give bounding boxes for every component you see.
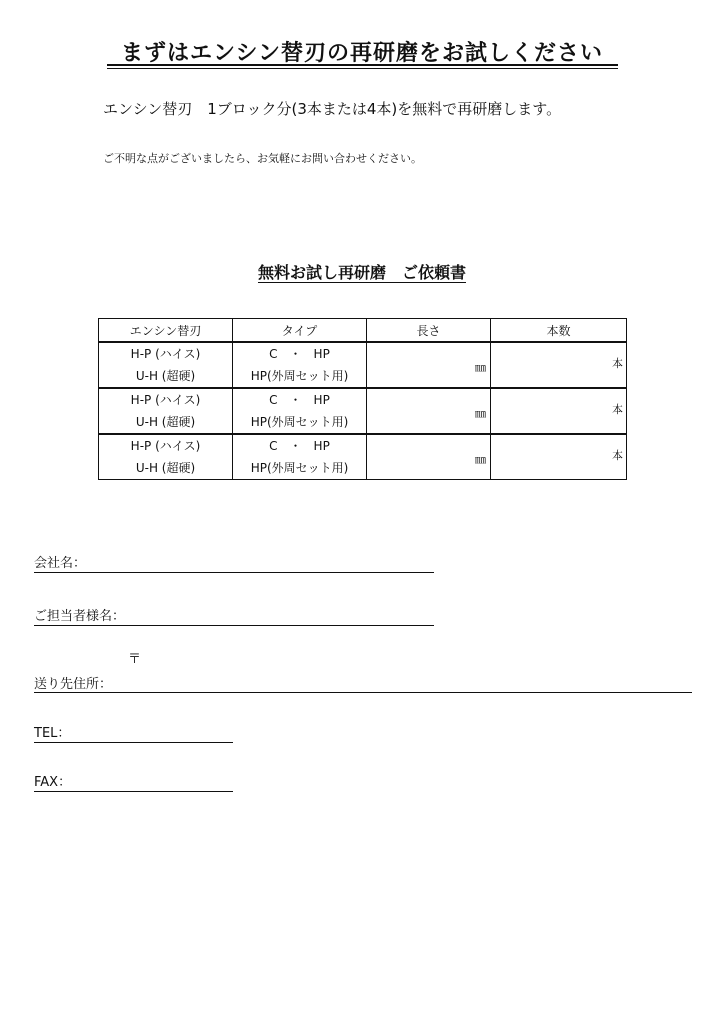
blade-option-carbide[interactable]: U-H (超硬)	[135, 415, 196, 429]
table-header-row	[99, 319, 627, 343]
table-row	[99, 342, 627, 388]
request-table	[98, 318, 627, 480]
fax-label: FAX：	[34, 775, 72, 790]
blade-cell	[99, 388, 233, 434]
count-unit: 本	[612, 403, 623, 416]
header-blade: エンシン替刃	[99, 319, 233, 343]
table-row	[99, 434, 627, 480]
type-option-hp-outer[interactable]: HP(外周セット用)	[250, 369, 349, 383]
header-type: タイプ	[233, 319, 367, 343]
blade-cell	[99, 434, 233, 480]
count-input-cell[interactable]	[491, 342, 627, 388]
length-input-cell[interactable]	[367, 388, 491, 434]
blade-option-hss[interactable]: H-P (ハイス)	[130, 439, 201, 453]
table-row	[99, 388, 627, 434]
blade-option-hss[interactable]: H-P (ハイス)	[130, 393, 201, 407]
address-label: 送り先住所：	[34, 677, 113, 692]
type-cell	[233, 388, 367, 434]
intro-text: エンシン替刃 1ブロック分(3本または4本)を無料で再研磨します。	[103, 100, 562, 118]
length-unit: ㎜	[475, 361, 486, 374]
type-cell	[233, 342, 367, 388]
form-title: 無料お試し再研磨 ご依頼書	[257, 263, 466, 282]
tel-label: TEL：	[34, 726, 71, 741]
blade-option-carbide[interactable]: U-H (超硬)	[135, 369, 196, 383]
header-count: 本数	[491, 319, 627, 343]
type-option-c-hp[interactable]: C ・ HP	[269, 347, 330, 361]
length-unit: ㎜	[475, 407, 486, 420]
contact-label: ご担当者様名：	[34, 609, 126, 624]
type-option-hp-outer[interactable]: HP(外周セット用)	[250, 415, 349, 429]
note-text: ご不明な点がございましたら、お気軽にお問い合わせください。	[103, 152, 422, 165]
count-unit: 本	[612, 449, 623, 462]
fax-field-line[interactable]	[34, 791, 233, 792]
title-underline	[107, 64, 618, 66]
postal-mark: 〒	[128, 652, 142, 667]
blade-cell	[99, 342, 233, 388]
type-option-hp-outer[interactable]: HP(外周セット用)	[250, 461, 349, 475]
type-option-c-hp[interactable]: C ・ HP	[269, 439, 330, 453]
company-field-line[interactable]	[34, 572, 434, 573]
company-label: 会社名：	[34, 556, 87, 571]
contact-field-line[interactable]	[34, 625, 434, 626]
count-input-cell[interactable]	[491, 388, 627, 434]
length-unit: ㎜	[475, 453, 486, 466]
count-unit: 本	[612, 357, 623, 370]
title-underline-thin	[107, 68, 618, 69]
page-title: まずはエンシン替刃の再研磨をお試しください	[121, 41, 603, 66]
length-input-cell[interactable]	[367, 342, 491, 388]
address-field-line[interactable]	[34, 692, 692, 693]
blade-option-carbide[interactable]: U-H (超硬)	[135, 461, 196, 475]
length-input-cell[interactable]	[367, 434, 491, 480]
blade-option-hss[interactable]: H-P (ハイス)	[130, 347, 201, 361]
type-cell	[233, 434, 367, 480]
tel-field-line[interactable]	[34, 742, 233, 743]
count-input-cell[interactable]	[491, 434, 627, 480]
header-length: 長さ	[367, 319, 491, 343]
type-option-c-hp[interactable]: C ・ HP	[269, 393, 330, 407]
